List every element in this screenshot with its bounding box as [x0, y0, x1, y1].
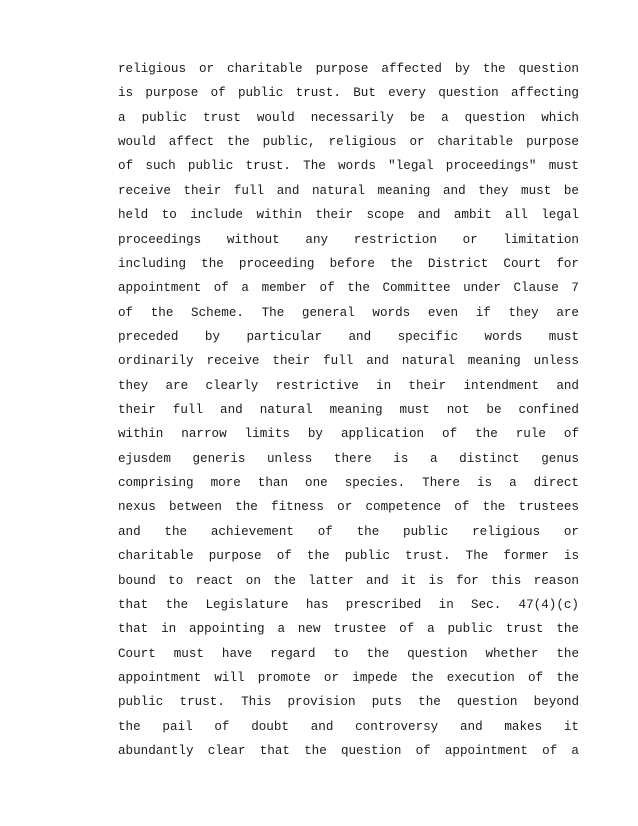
text-line: that in appointing a new trustee of a public trust the	[118, 622, 579, 637]
text-line: ejusdem generis unless there is a distinct genus	[118, 451, 579, 466]
text-line: appointment of a member of the Committee under Clause 7	[118, 281, 579, 296]
text-line: comprising more than one species. There is a direct	[118, 476, 579, 491]
text-line: would affect the public, religious or charitable purpose	[118, 135, 579, 150]
text-line: and the achievement of the public religious or	[118, 524, 579, 539]
text-line: the pail of doubt and controversy and makes it	[118, 719, 579, 734]
text-line: a public trust would necessarily be a question which	[118, 110, 579, 125]
text-line: public trust. This provision puts the question beyond	[118, 695, 579, 710]
text-line: held to include within their scope and ambit all legal	[118, 208, 579, 223]
text-line: they are clearly restrictive in their intendment and	[118, 378, 579, 393]
text-line: charitable purpose of the public trust. The former is	[118, 549, 579, 564]
text-line: proceedings without any restriction or limitation	[118, 232, 579, 247]
text-line: appointment will promote or impede the execution of the	[118, 670, 579, 685]
text-line: of such public trust. The words "legal proceedings" must	[118, 159, 579, 174]
text-line: is purpose of public trust. But every question affecting	[118, 86, 579, 101]
text-line: bound to react on the latter and it is for this reason	[118, 573, 579, 588]
text-line: nexus between the fitness or competence of the trustees	[118, 500, 579, 515]
text-line: Court must have regard to the question whether the	[118, 646, 579, 661]
text-line: receive their full and natural meaning and they must be	[118, 183, 579, 198]
body-text	[118, 57, 579, 763]
text-line: their full and natural meaning must not be confined	[118, 403, 579, 418]
text-line: of the Scheme. The general words even if they are	[118, 305, 579, 320]
text-line: abundantly clear that the question of appointment of a	[118, 744, 579, 759]
text-line: religious or charitable purpose affected by the question	[118, 62, 579, 76]
text-line: ordinarily receive their full and natural meaning unless	[118, 354, 579, 369]
text-line: preceded by particular and specific words must	[118, 329, 579, 344]
text-line: including the proceeding before the District Court for	[118, 256, 579, 271]
text-line: within narrow limits by application of the rule of	[118, 427, 579, 442]
text-line: that the Legislature has prescribed in Sec. 47(4)(c)	[118, 597, 579, 612]
